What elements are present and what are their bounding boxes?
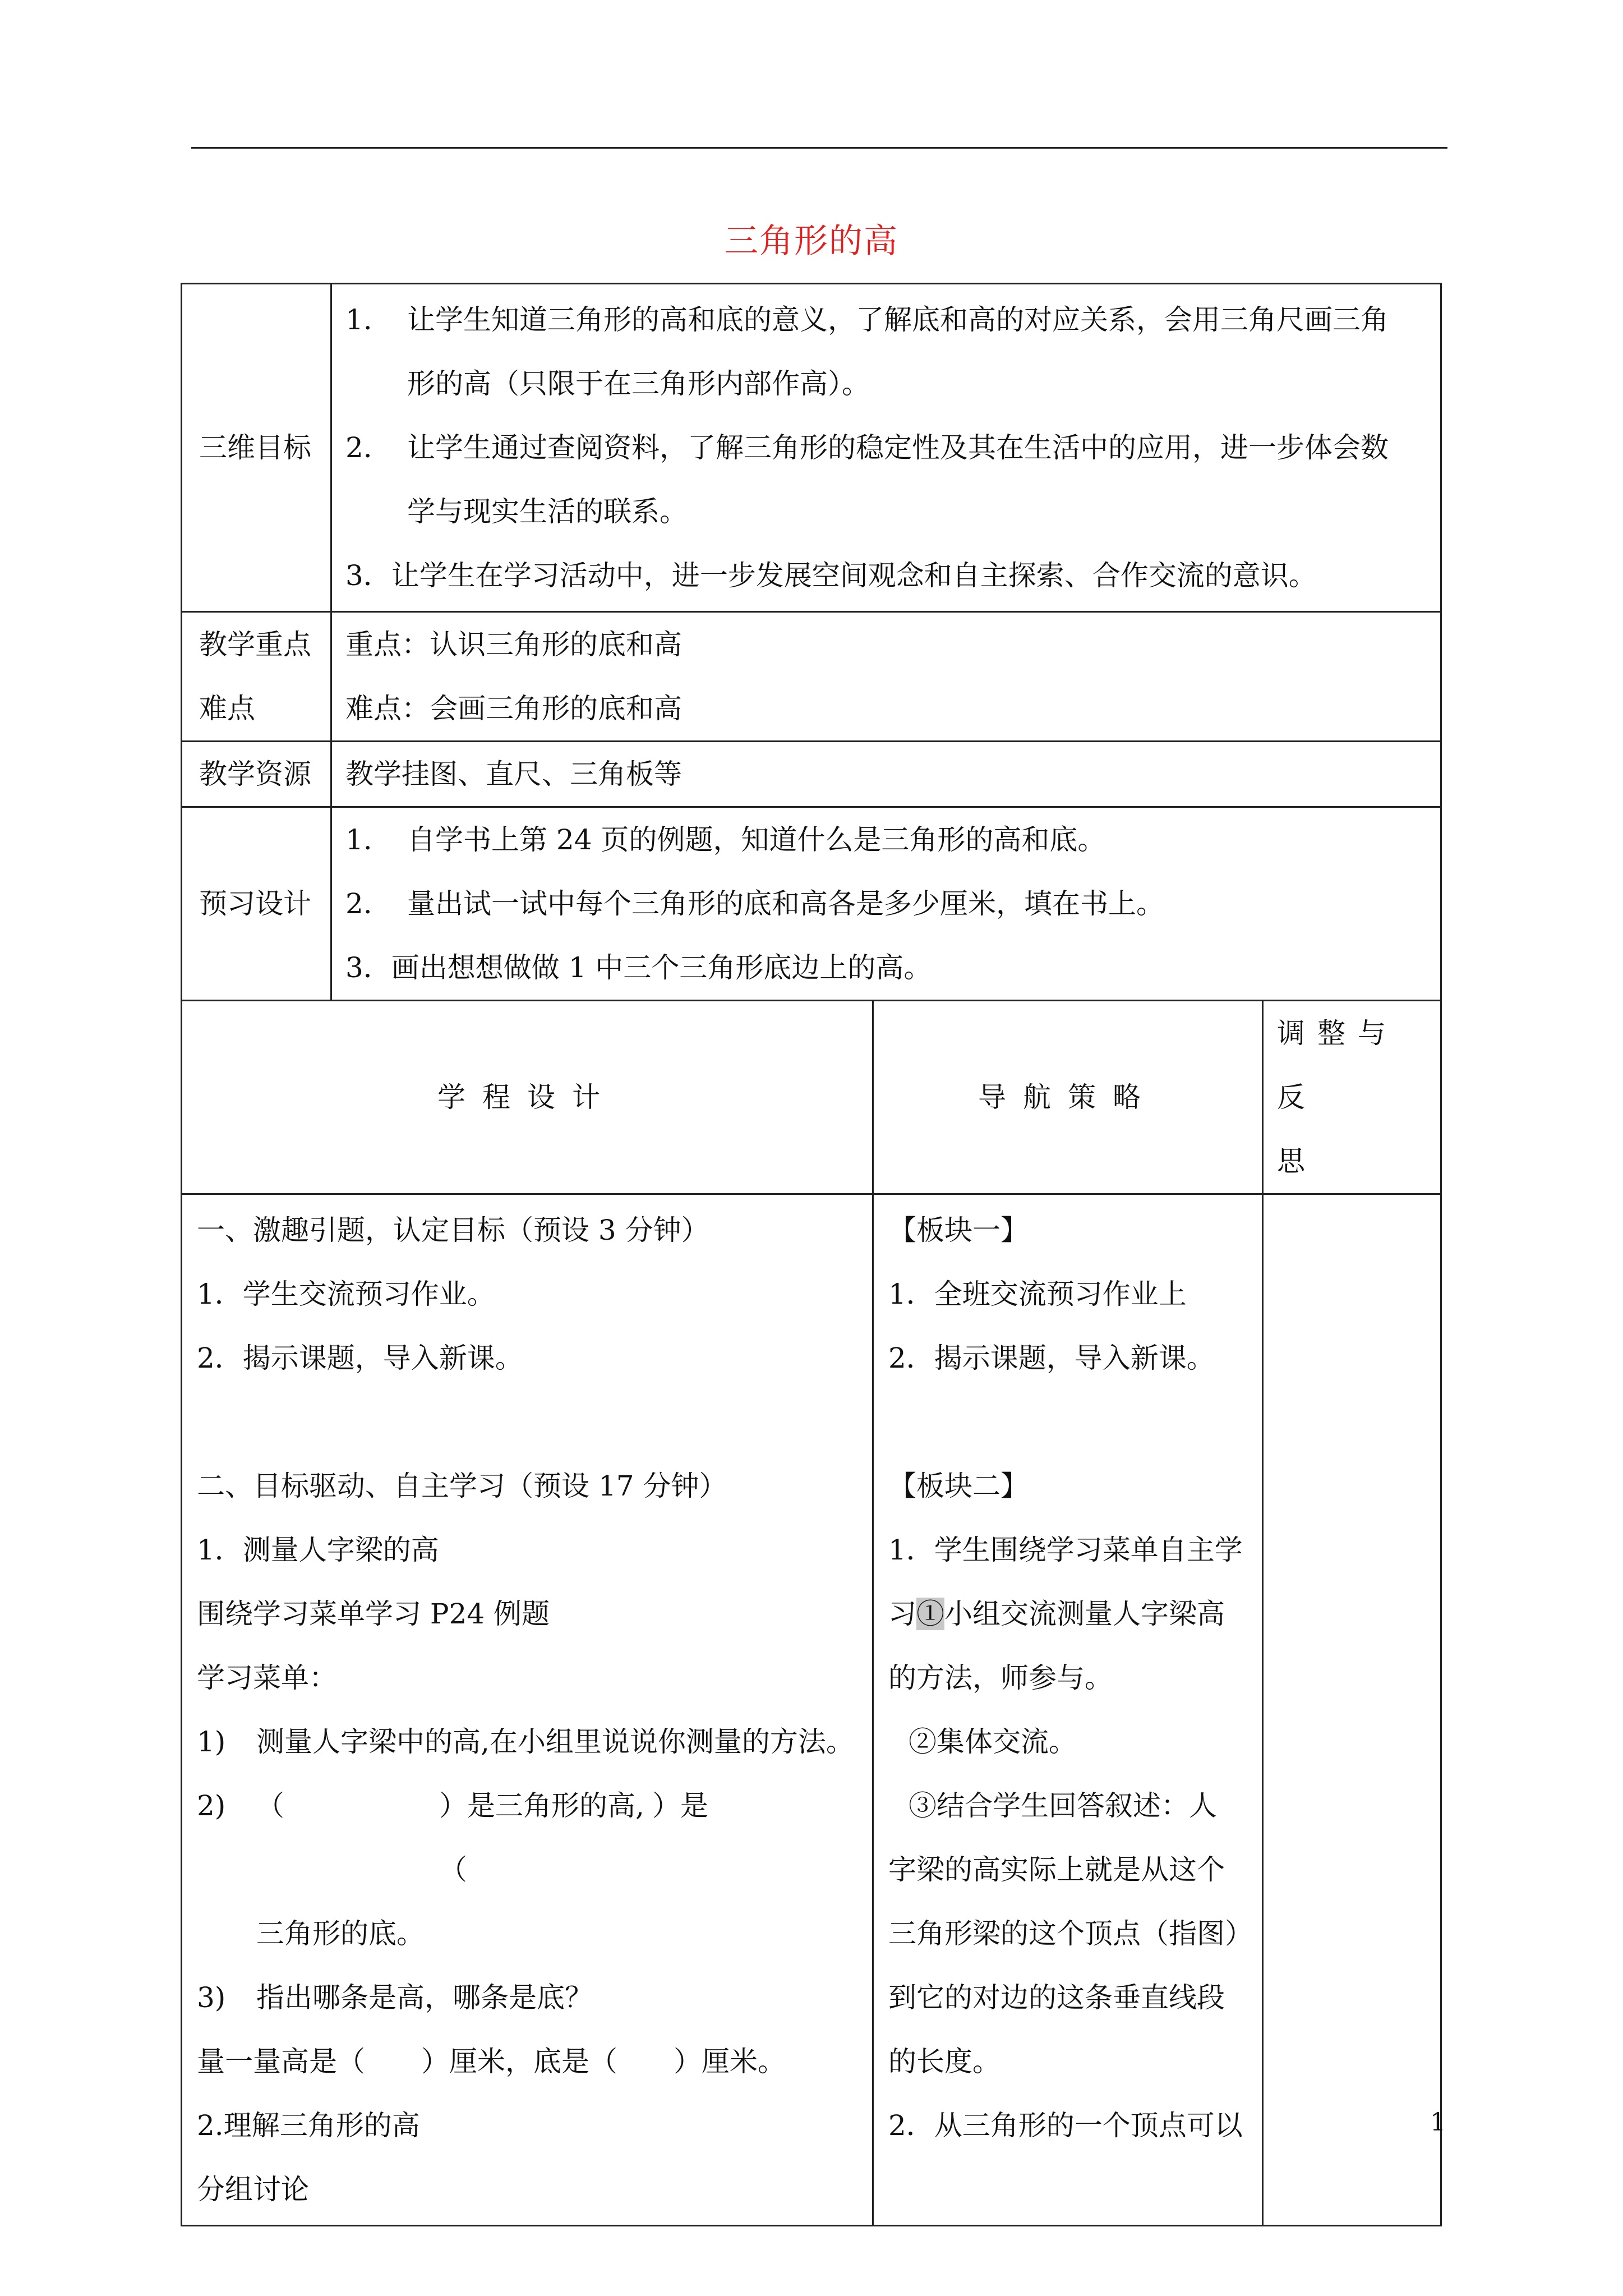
- objective-cont-1: 形的高（只限于在三角形内部作高）。: [407, 367, 870, 400]
- preview-label: 预习设计: [182, 807, 331, 1001]
- menu-question-2-cont: 三角形的底。: [256, 1917, 425, 1950]
- focus-content: [331, 612, 1441, 742]
- process-column: [182, 1194, 873, 2226]
- menu-question-3-text: 指出哪条是高，哪条是底？: [256, 1981, 593, 2014]
- process-s2-line3: 学习菜单：: [197, 1662, 337, 1694]
- preview-row: [182, 807, 1441, 1001]
- objectives-content: [331, 284, 1441, 612]
- process-header: 学程设计: [182, 1001, 873, 1194]
- header-row: [182, 1001, 1441, 1194]
- strategy-header: 导航策略: [873, 1001, 1263, 1194]
- process-s2-line5: 分组讨论: [197, 2173, 309, 2206]
- strategy-block2-line6: 字梁的高实际上就是从这个: [888, 1853, 1225, 1886]
- strategy-block2-line1: 1．学生围绕学习菜单自主学: [888, 1534, 1243, 1566]
- menu-question-1-text: 测量人字梁中的高,在小组里说说你测量的方法。: [256, 1726, 854, 1758]
- resources-content: 教学挂图、直尺、三角板等: [331, 742, 1441, 807]
- preview-item-3: 3．画出想想做做 1 中三个三角形底边上的高。: [345, 951, 932, 984]
- menu-question-3: [197, 1966, 864, 2030]
- menu-question-2-blank-open: （: [256, 1789, 284, 1822]
- process-s1-title: 一、激趣引题，认定目标（预设 3 分钟）: [197, 1214, 709, 1246]
- process-spacer: [197, 1390, 864, 1454]
- focus-difficulty: 难点：会画三角形的底和高: [345, 692, 682, 725]
- process-s2-line1: 1．测量人字梁的高: [197, 1534, 439, 1566]
- focus-key: 重点：认识三角形的底和高: [345, 628, 682, 661]
- focus-row: [182, 612, 1441, 742]
- adjust-header-line2: 思: [1277, 1145, 1317, 1177]
- strategy-block2-line8: 到它的对边的这条垂直线段: [888, 1981, 1225, 2014]
- strategy-block2-line2-a: 习: [888, 1598, 916, 1630]
- process-measure-line: 量一量高是（ ）厘米，底是（ ）厘米。: [197, 2045, 786, 2078]
- focus-label-line1: 教学重点: [199, 628, 311, 661]
- objective-text-1: 让学生知道三角形的高和底的意义，了解底和高的对应关系，会用三角尺画三角: [407, 303, 1389, 336]
- objectives-row: [182, 284, 1441, 612]
- preview-content: [331, 807, 1441, 1001]
- lesson-plan-table: [181, 283, 1442, 2226]
- process-s1-line1: 1．学生交流预习作业。: [197, 1278, 495, 1310]
- resources-label: 教学资源: [182, 742, 331, 807]
- preview-item-1: [345, 808, 1430, 872]
- objective-num-1: 1.: [345, 303, 372, 336]
- objective-item-3: 3．让学生在学习活动中，进一步发展空间观念和自主探索、合作交流的意识。: [345, 559, 1317, 592]
- strategy-block2-line7: 三角形梁的这个顶点（指图）: [888, 1917, 1253, 1950]
- preview-text-1: 自学书上第 24 页的例题，知道什么是三角形的高和底。: [407, 823, 1106, 856]
- resources-row: [182, 742, 1441, 807]
- objective-cont-2: 学与现实生活的联系。: [407, 495, 688, 528]
- preview-num-2: 2.: [345, 887, 372, 920]
- header-rule: [191, 147, 1447, 149]
- menu-question-3-num: 3): [197, 1981, 226, 2014]
- process-s2-line4: 2.理解三角形的高: [197, 2109, 420, 2142]
- objectives-label: 三维目标: [182, 284, 331, 612]
- strategy-block2-line4: ②集体交流。: [909, 1726, 1077, 1758]
- objective-text-2: 让学生通过查阅资料，了解三角形的稳定性及其在生活中的应用，进一步体会数: [407, 431, 1389, 464]
- page-title: 三角形的高: [725, 222, 898, 261]
- menu-question-2: [197, 1774, 864, 1902]
- strategy-block2-title: 【板块二】: [888, 1470, 1029, 1502]
- strategy-block2-line9: 的长度。: [888, 2045, 1000, 2078]
- strategy-block2-line2: [888, 1582, 1254, 1646]
- process-s1-line2: 2．揭示课题，导入新课。: [197, 1342, 523, 1374]
- body-row: [182, 1194, 1441, 2226]
- page-number: 1: [1430, 2108, 1446, 2137]
- strategy-block2-line2-b: 小组交流测量人字梁高: [944, 1598, 1225, 1630]
- strategy-block2-line10: 2．从三角形的一个顶点可以: [888, 2109, 1243, 2142]
- process-s2-line2: 围绕学习菜单学习 P24 例题: [197, 1598, 550, 1630]
- strategy-block1-line1: 1．全班交流预习作业上: [888, 1278, 1187, 1310]
- strategy-column: [873, 1194, 1263, 2226]
- adjust-header: [1263, 1001, 1441, 1194]
- process-s2-title: 二、目标驱动、自主学习（预设 17 分钟）: [197, 1470, 727, 1502]
- menu-question-2-num: 2): [197, 1789, 226, 1822]
- strategy-spacer: [888, 1390, 1254, 1454]
- preview-num-1: 1.: [345, 823, 372, 856]
- strategy-block2-line3: 的方法，师参与。: [888, 1662, 1113, 1694]
- objective-item-1: [345, 288, 1430, 352]
- objective-item-2: [345, 416, 1430, 480]
- focus-label-line2: 难点: [199, 692, 255, 725]
- objective-num-2: 2.: [345, 431, 372, 464]
- menu-question-2-end: ）是: [652, 1789, 708, 1822]
- strategy-block1-line2: 2．揭示课题，导入新课。: [888, 1342, 1215, 1374]
- preview-text-2: 量出试一试中每个三角形的底和高各是多少厘米，填在书上。: [407, 887, 1164, 920]
- menu-question-1-num: 1): [197, 1726, 226, 1758]
- strategy-block1-title: 【板块一】: [888, 1214, 1029, 1246]
- strategy-block2-line5: ③结合学生回答叙述：人: [909, 1789, 1217, 1822]
- adjust-header-line1: 调整与反: [1277, 1017, 1398, 1114]
- adjust-column: [1263, 1194, 1441, 2226]
- menu-question-1: [197, 1710, 864, 1774]
- preview-item-2: [345, 872, 1430, 936]
- focus-label: [182, 612, 331, 742]
- circled-one-mark: ①: [916, 1598, 944, 1630]
- menu-question-2-middle: ）是三角形的高,（: [439, 1789, 644, 1886]
